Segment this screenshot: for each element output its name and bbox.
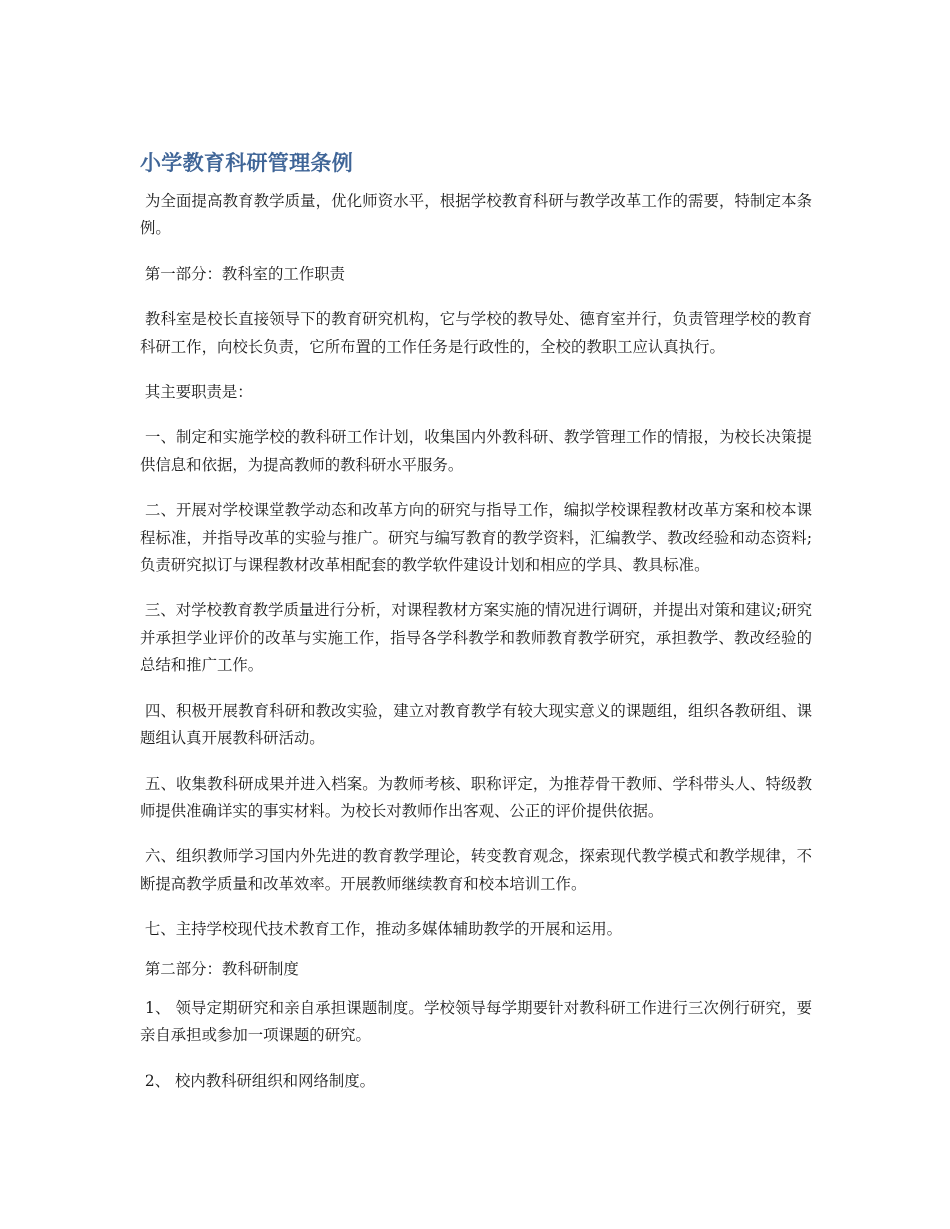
duty-item-5: 五、收集教科研成果并进入档案。为教师考核、职称评定，为推荐骨干教师、学科带头人、特级教师提供准确详实的事实材料。为校长对教师作出客观、公正的评价提供依据。 (140, 774, 812, 820)
duty-item-2: 二、开展对学校课堂教学动态和改革方向的研究与指导工作，编拟学校课程教材改革方案和校本课程标准，并指导改革的实验与推广。研究与编写教育的教学资料，汇编教学、教改经验和动态资料;负责研究拟订与课程教材改革相配套的教学软件建设计划和相应的学具、教具标准。 (140, 501, 812, 575)
paragraph-duties-heading: 其主要职责是： (140, 383, 253, 402)
duty-item-6: 六、组织教师学习国内外先进的教育教学理论，转变教育观念，探索现代教学模式和教学规律，不断提高教学质量和改革效率。开展教师继续教育和校本培训工作。 (140, 847, 812, 893)
section-heading-part-1: 第一部分：教科室的工作职责 (140, 264, 345, 283)
duty-item-4: 四、积极开展教育科研和教改实验，建立对教育教学有较大现实意义的课题组，组织各教研组、课题组认真开展教科研活动。 (140, 701, 812, 748)
system-item-1: 1、 领导定期研究和亲自承担课题制度。学校领导每学期要针对教科研工作进行三次例行研究，要亲自承担或参加一项课题的研究。 (140, 998, 812, 1045)
duty-item-7: 七、主持学校现代技术教育工作，推动多媒体辅助教学的开展和运用。 (140, 920, 623, 939)
duty-item-3: 三、对学校教育教学质量进行分析，对课程教材方案实施的情况进行调研，并提出对策和建议;研究并承担学业评价的改革与实施工作，指导各学科教学和教师教育教学研究，承担教学、教改经验的总结和推广工作。 (140, 601, 812, 675)
duty-item-1: 一、制定和实施学校的教科研工作计划，收集国内外教科研、教学管理工作的情报，为校长决策提供信息和依据，为提高教师的教科研水平服务。 (140, 428, 812, 474)
document-page (140, 146, 812, 1113)
document-title: 小学教育科研管理条例 (140, 151, 353, 175)
section-heading-part-2: 第二部分：教科研制度 (140, 959, 299, 978)
system-item-2: 2、 校内教科研组织和网络制度。 (140, 1071, 376, 1090)
paragraph-office-description: 教科室是校长直接领导下的教育研究机构，它与学校的教导处、德育室并行，负责管理学校的教育科研工作，向校长负责，它所布置的工作任务是行政性的，全校的教职工应认真执行。 (140, 310, 812, 356)
intro-paragraph: 为全面提高教育教学质量，优化师资水平，根据学校教育科研与教学改革工作的需要，特制定本条例。 (140, 192, 812, 238)
